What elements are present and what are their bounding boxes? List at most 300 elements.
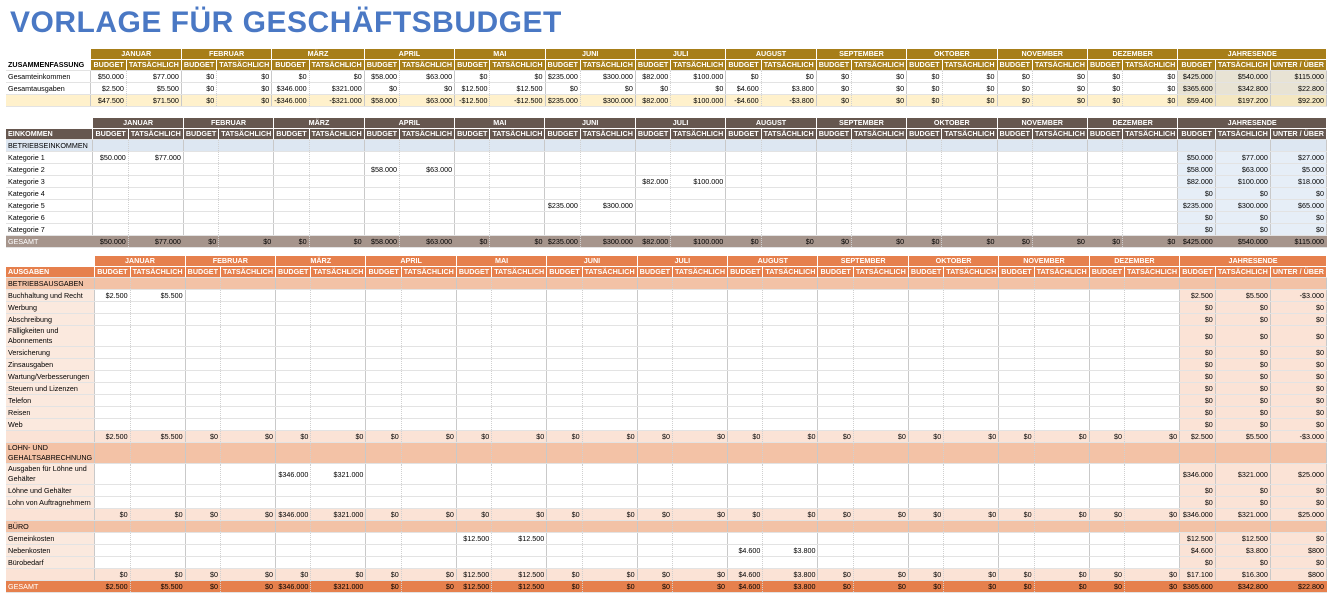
value-cell xyxy=(818,347,853,359)
value-cell xyxy=(219,176,274,188)
actual-col-header: TATSÄCHLICH xyxy=(852,60,907,71)
value-cell xyxy=(1034,419,1089,431)
row-label: Kategorie 1 xyxy=(6,152,93,164)
value-cell xyxy=(128,200,183,212)
year-end-cell: $12.500 xyxy=(1180,533,1216,545)
value-cell xyxy=(944,383,999,395)
value-cell xyxy=(456,347,491,359)
value-cell xyxy=(728,302,763,314)
value-cell: $0 xyxy=(1125,431,1180,443)
value-cell xyxy=(1125,419,1180,431)
value-cell xyxy=(93,200,128,212)
month-header: OKTOBER xyxy=(908,256,998,267)
budget-col-header: BUDGET xyxy=(455,60,490,71)
year-end-cell: $0 xyxy=(1215,383,1270,395)
value-cell xyxy=(908,359,943,371)
value-cell: $0 xyxy=(582,509,637,521)
year-end-cell: $0 xyxy=(1270,224,1326,236)
value-cell xyxy=(311,497,366,509)
value-cell xyxy=(673,533,728,545)
empty-cell xyxy=(673,278,728,290)
actual-col-header: TATSÄCHLICH xyxy=(219,129,274,140)
value-cell: $0 xyxy=(1034,431,1089,443)
value-cell xyxy=(853,419,908,431)
value-cell xyxy=(366,302,401,314)
value-cell xyxy=(1089,383,1124,395)
value-cell: $0 xyxy=(364,83,399,95)
value-cell xyxy=(726,152,761,164)
budget-col-header: BUDGET xyxy=(1089,267,1124,278)
year-end-cell: -$3.000 xyxy=(1270,431,1326,443)
value-cell xyxy=(95,371,130,383)
value-cell xyxy=(274,164,309,176)
empty-cell xyxy=(942,140,997,152)
value-cell xyxy=(364,176,399,188)
year-end-cell: $17.100 xyxy=(1180,569,1216,581)
value-cell xyxy=(276,314,311,326)
year-end-cell: $22.800 xyxy=(1270,581,1326,593)
value-cell xyxy=(401,347,456,359)
value-cell xyxy=(401,545,456,557)
value-cell xyxy=(309,224,364,236)
month-header: JULI xyxy=(635,49,725,60)
actual-col-header: TATSÄCHLICH xyxy=(580,129,635,140)
empty-cell xyxy=(763,521,818,533)
budget-col-header: BUDGET xyxy=(95,267,130,278)
year-end-cell: $0 xyxy=(1215,212,1270,224)
value-cell xyxy=(93,212,128,224)
value-cell xyxy=(366,557,401,569)
value-cell xyxy=(366,371,401,383)
value-cell xyxy=(366,290,401,302)
value-cell xyxy=(908,347,943,359)
value-cell xyxy=(997,176,1032,188)
value-cell xyxy=(366,407,401,419)
value-cell xyxy=(726,188,761,200)
value-cell xyxy=(763,407,818,419)
income-table xyxy=(6,118,1327,248)
value-cell xyxy=(816,212,851,224)
value-cell: $12.500 xyxy=(492,533,547,545)
empty-cell xyxy=(545,140,580,152)
value-cell: $12.500 xyxy=(492,581,547,593)
value-cell xyxy=(944,314,999,326)
actual-col-header: TATSÄCHLICH xyxy=(852,129,907,140)
value-cell: $2.500 xyxy=(95,290,130,302)
month-header: APRIL xyxy=(366,256,456,267)
budget-col-header: BUDGET xyxy=(545,60,580,71)
year-end-cell: $346.000 xyxy=(1180,464,1216,485)
value-cell: $0 xyxy=(130,569,185,581)
year-end-cell: $0 xyxy=(1215,326,1270,347)
value-cell xyxy=(728,347,763,359)
value-cell: $0 xyxy=(220,509,275,521)
value-cell xyxy=(456,302,491,314)
value-cell: $0 xyxy=(907,83,942,95)
year-end-cell: $0 xyxy=(1180,383,1216,395)
value-cell xyxy=(1034,383,1089,395)
value-cell xyxy=(944,419,999,431)
value-cell xyxy=(492,359,547,371)
year-end-cell: $4.600 xyxy=(1180,545,1216,557)
year-end-header: JAHRESENDE xyxy=(1180,256,1327,267)
empty-cell xyxy=(908,278,943,290)
value-cell: $0 xyxy=(95,509,130,521)
value-cell xyxy=(1034,533,1089,545)
value-cell xyxy=(853,359,908,371)
value-cell xyxy=(456,557,491,569)
value-cell xyxy=(637,326,672,347)
value-cell: $63.000 xyxy=(400,236,455,248)
year-end-cell: $16.300 xyxy=(1215,569,1270,581)
value-cell xyxy=(1034,497,1089,509)
value-cell: $0 xyxy=(908,569,943,581)
value-cell xyxy=(1034,359,1089,371)
empty-cell xyxy=(220,443,275,464)
value-cell xyxy=(185,485,220,497)
empty-cell xyxy=(130,521,185,533)
value-cell xyxy=(1087,152,1122,164)
empty-cell xyxy=(1034,521,1089,533)
value-cell xyxy=(908,464,943,485)
value-cell xyxy=(95,497,130,509)
month-header: FEBRUAR xyxy=(181,49,271,60)
empty-cell xyxy=(128,140,183,152)
value-cell: $0 xyxy=(673,569,728,581)
value-cell xyxy=(311,419,366,431)
empty-cell xyxy=(1089,443,1124,464)
value-cell xyxy=(1125,314,1180,326)
value-cell xyxy=(944,326,999,347)
expense-subtotal-row xyxy=(6,569,1327,581)
budget-col-header: BUDGET xyxy=(637,267,672,278)
value-cell: $0 xyxy=(1089,431,1124,443)
value-cell: $100.000 xyxy=(671,236,726,248)
value-cell xyxy=(853,464,908,485)
value-cell xyxy=(818,371,853,383)
value-cell xyxy=(547,419,582,431)
value-cell: $0 xyxy=(366,581,401,593)
value-cell: $346.000 xyxy=(276,509,311,521)
actual-col-header: TATSÄCHLICH xyxy=(853,267,908,278)
value-cell xyxy=(944,302,999,314)
year-end-cell: $0 xyxy=(1215,557,1270,569)
value-cell xyxy=(1125,533,1180,545)
empty-cell xyxy=(761,140,816,152)
year-end-cell: $3.800 xyxy=(1215,545,1270,557)
month-header: MÄRZ xyxy=(274,118,364,129)
value-cell: $0 xyxy=(853,581,908,593)
month-header: MÄRZ xyxy=(272,49,364,60)
value-cell: $5.500 xyxy=(130,431,185,443)
value-cell xyxy=(942,152,997,164)
value-cell: $0 xyxy=(908,431,943,443)
value-cell: $0 xyxy=(942,236,997,248)
value-cell xyxy=(456,485,491,497)
value-cell xyxy=(1032,200,1087,212)
value-cell: $63.000 xyxy=(400,95,455,107)
value-cell xyxy=(1034,545,1089,557)
budget-col-header: BUDGET xyxy=(728,267,763,278)
value-cell: $0 xyxy=(309,236,364,248)
year-end-cell: $0 xyxy=(1270,326,1326,347)
value-cell xyxy=(999,359,1034,371)
empty-cell xyxy=(853,278,908,290)
value-cell xyxy=(130,347,185,359)
year-end-cell: $197.200 xyxy=(1215,95,1270,107)
value-cell xyxy=(1125,347,1180,359)
value-cell: $0 xyxy=(944,509,999,521)
value-cell xyxy=(853,371,908,383)
value-cell xyxy=(492,383,547,395)
value-cell xyxy=(1089,497,1124,509)
year-end-cell: $115.000 xyxy=(1270,236,1326,248)
actual-col-header: TATSÄCHLICH xyxy=(490,60,545,71)
empty-cell xyxy=(635,140,670,152)
value-cell xyxy=(997,200,1032,212)
value-cell xyxy=(763,302,818,314)
budget-col-header: BUDGET xyxy=(1087,129,1122,140)
year-end-cell: $0 xyxy=(1178,188,1215,200)
value-cell: $300.000 xyxy=(580,71,635,83)
value-cell xyxy=(999,557,1034,569)
page-title: VORLAGE FÜR GESCHÄFTSBUDGET xyxy=(10,6,562,39)
value-cell xyxy=(1125,359,1180,371)
value-cell xyxy=(1089,302,1124,314)
budget-col-header: BUDGET xyxy=(181,60,216,71)
row-label: Kategorie 5 xyxy=(6,200,93,212)
value-cell xyxy=(492,485,547,497)
value-cell: $0 xyxy=(818,431,853,443)
value-cell xyxy=(400,152,455,164)
value-cell xyxy=(1089,485,1124,497)
value-cell xyxy=(907,164,942,176)
value-cell: $77.000 xyxy=(128,152,183,164)
value-cell xyxy=(637,290,672,302)
value-cell xyxy=(637,302,672,314)
value-cell xyxy=(580,212,635,224)
empty-cell xyxy=(726,140,761,152)
value-cell xyxy=(276,383,311,395)
value-cell xyxy=(1032,164,1087,176)
budget-col-header: BUDGET xyxy=(907,129,942,140)
month-header: JULI xyxy=(635,118,725,129)
empty-cell xyxy=(274,140,309,152)
actual-col-header: TATSÄCHLICH xyxy=(1215,267,1270,278)
value-cell xyxy=(637,407,672,419)
value-cell xyxy=(1087,200,1122,212)
row-label: Reisen xyxy=(6,407,95,419)
value-cell xyxy=(673,302,728,314)
value-cell xyxy=(276,371,311,383)
value-cell xyxy=(456,383,491,395)
value-cell xyxy=(220,545,275,557)
value-cell: $0 xyxy=(1125,569,1180,581)
value-cell: $0 xyxy=(816,236,851,248)
month-header: MAI xyxy=(455,49,545,60)
value-cell xyxy=(1034,371,1089,383)
value-cell: $0 xyxy=(311,569,366,581)
actual-col-header: TATSÄCHLICH xyxy=(761,60,816,71)
value-cell xyxy=(547,302,582,314)
value-cell xyxy=(547,395,582,407)
value-cell xyxy=(853,395,908,407)
value-cell xyxy=(311,395,366,407)
value-cell: $0 xyxy=(185,569,220,581)
value-cell xyxy=(130,497,185,509)
empty-cell xyxy=(185,443,220,464)
value-cell: $0 xyxy=(582,569,637,581)
empty-cell xyxy=(492,443,547,464)
empty-cell xyxy=(997,140,1032,152)
value-cell xyxy=(1089,557,1124,569)
budget-col-header: BUDGET xyxy=(726,60,761,71)
value-cell xyxy=(637,383,672,395)
value-cell xyxy=(582,314,637,326)
value-cell: $63.000 xyxy=(400,164,455,176)
empty-cell xyxy=(311,521,366,533)
value-cell xyxy=(582,383,637,395)
value-cell xyxy=(728,464,763,485)
value-cell xyxy=(130,395,185,407)
value-cell xyxy=(671,188,726,200)
value-cell: $58.000 xyxy=(364,95,399,107)
month-header: FEBRUAR xyxy=(185,256,275,267)
empty-cell xyxy=(1180,278,1216,290)
year-end-header: JAHRESENDE xyxy=(1178,118,1327,129)
empty-cell xyxy=(999,278,1034,290)
empty-cell xyxy=(1125,521,1180,533)
empty-cell xyxy=(366,443,401,464)
month-header: APRIL xyxy=(364,49,454,60)
value-cell xyxy=(1089,347,1124,359)
value-cell: $0 xyxy=(853,509,908,521)
value-cell xyxy=(818,464,853,485)
value-cell xyxy=(456,371,491,383)
value-cell xyxy=(582,485,637,497)
value-cell xyxy=(219,224,274,236)
value-cell xyxy=(818,302,853,314)
value-cell xyxy=(185,497,220,509)
section-label: BETRIEBSAUSGABEN xyxy=(6,278,95,290)
value-cell: $12.500 xyxy=(492,569,547,581)
value-cell: -$321.000 xyxy=(309,95,364,107)
value-cell xyxy=(400,188,455,200)
value-cell: $0 xyxy=(816,71,851,83)
value-cell xyxy=(545,224,580,236)
value-cell xyxy=(185,383,220,395)
value-cell xyxy=(366,485,401,497)
value-cell xyxy=(580,176,635,188)
value-cell xyxy=(852,176,907,188)
empty-cell xyxy=(309,140,364,152)
value-cell: $0 xyxy=(999,509,1034,521)
year-end-cell: $5.000 xyxy=(1270,164,1326,176)
income-total-row xyxy=(6,236,1327,248)
year-end-cell: $5.500 xyxy=(1215,290,1270,302)
year-end-cell: $365.600 xyxy=(1180,581,1216,593)
value-cell: $0 xyxy=(1089,569,1124,581)
value-cell xyxy=(311,545,366,557)
value-cell xyxy=(1032,176,1087,188)
value-cell xyxy=(942,176,997,188)
actual-col-header: TATSÄCHLICH xyxy=(401,267,456,278)
value-cell: $0 xyxy=(852,95,907,107)
row-label: Bürobedarf xyxy=(6,557,95,569)
value-cell xyxy=(311,359,366,371)
value-cell: $0 xyxy=(1032,236,1087,248)
value-cell xyxy=(364,224,399,236)
value-cell xyxy=(818,407,853,419)
value-cell xyxy=(907,224,942,236)
empty-cell xyxy=(763,278,818,290)
value-cell xyxy=(944,557,999,569)
value-cell xyxy=(997,188,1032,200)
value-cell: $0 xyxy=(455,236,490,248)
value-cell xyxy=(366,419,401,431)
value-cell xyxy=(95,464,130,485)
value-cell: $0 xyxy=(907,95,942,107)
empty-cell xyxy=(673,521,728,533)
year-end-cell: $0 xyxy=(1180,326,1216,347)
value-cell xyxy=(728,419,763,431)
value-cell xyxy=(1087,212,1122,224)
value-cell xyxy=(582,326,637,347)
value-cell xyxy=(455,224,490,236)
value-cell xyxy=(95,419,130,431)
year-end-cell: $12.500 xyxy=(1215,533,1270,545)
value-cell xyxy=(130,545,185,557)
value-cell xyxy=(818,359,853,371)
value-cell: $0 xyxy=(1087,71,1122,83)
value-cell: $82.000 xyxy=(635,71,670,83)
empty-cell xyxy=(400,140,455,152)
value-cell xyxy=(1125,302,1180,314)
year-end-cell: $25.000 xyxy=(1270,464,1326,485)
value-cell: $0 xyxy=(1032,95,1087,107)
value-cell: $0 xyxy=(185,431,220,443)
value-cell xyxy=(852,200,907,212)
value-cell xyxy=(728,326,763,347)
expense-row xyxy=(6,314,1327,326)
value-cell xyxy=(635,188,670,200)
row-label xyxy=(6,509,95,521)
value-cell xyxy=(763,314,818,326)
value-cell: $0 xyxy=(276,431,311,443)
value-cell xyxy=(545,188,580,200)
value-cell xyxy=(492,497,547,509)
empty-cell xyxy=(637,443,672,464)
value-cell xyxy=(761,224,816,236)
value-cell xyxy=(635,212,670,224)
budget-col-header: BUDGET xyxy=(635,60,670,71)
value-cell: $0 xyxy=(907,71,942,83)
empty-cell xyxy=(183,140,218,152)
value-cell xyxy=(492,419,547,431)
value-cell xyxy=(220,557,275,569)
year-end-cell: $0 xyxy=(1180,485,1216,497)
value-cell: $0 xyxy=(1089,581,1124,593)
empty-cell xyxy=(93,140,128,152)
income-row xyxy=(6,176,1327,188)
value-cell xyxy=(276,359,311,371)
budget-col-header: BUDGET xyxy=(997,129,1032,140)
value-cell xyxy=(763,533,818,545)
expense-row xyxy=(6,371,1327,383)
value-cell xyxy=(364,200,399,212)
value-cell: $0 xyxy=(492,509,547,521)
empty-cell xyxy=(1089,278,1124,290)
